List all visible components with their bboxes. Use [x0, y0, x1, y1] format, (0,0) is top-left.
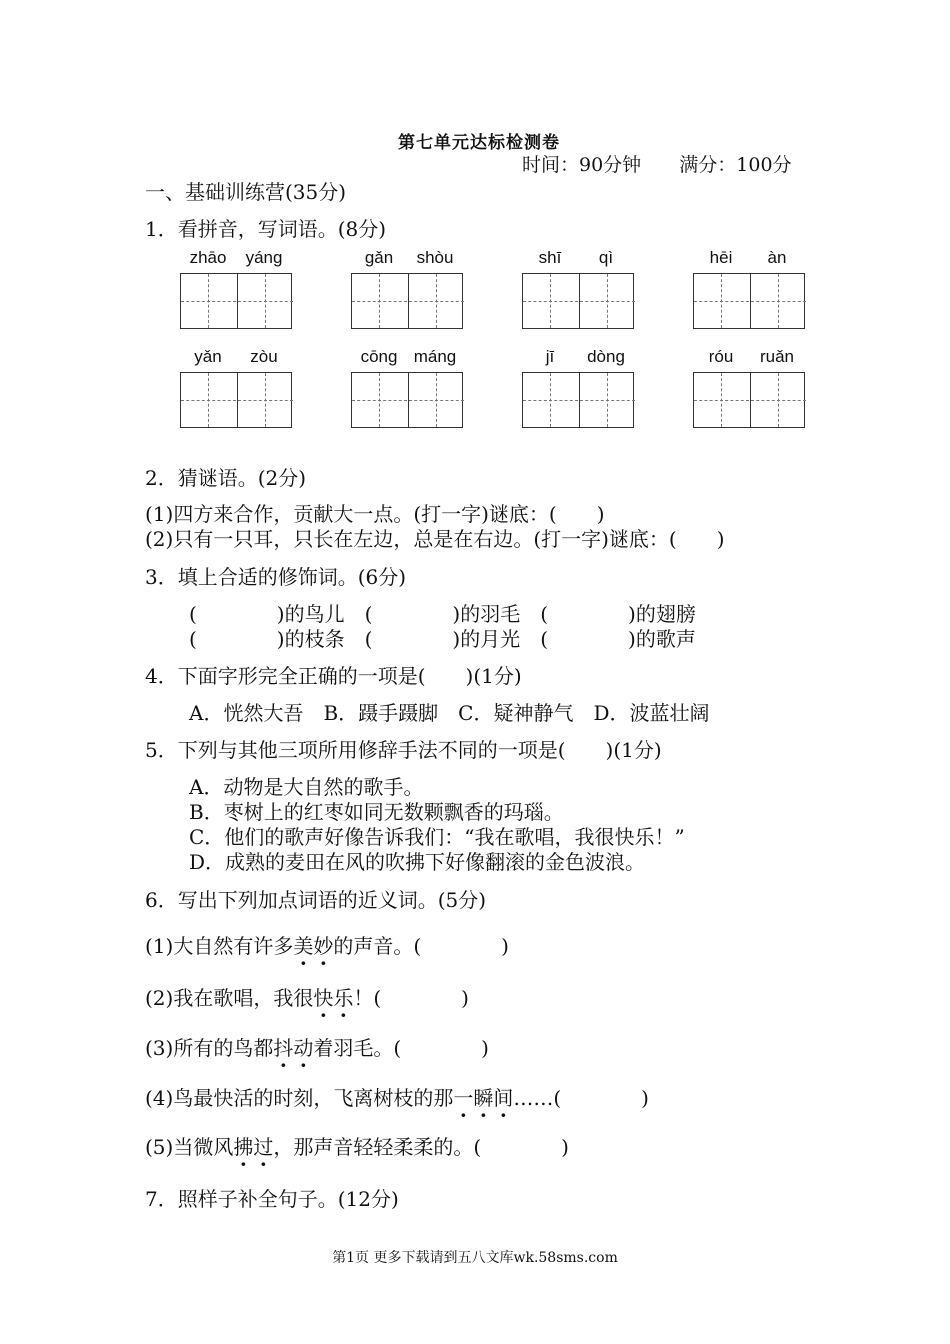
section-heading: 一、基础训练营(35分): [145, 180, 347, 204]
item-text: (5)当微风: [145, 1135, 234, 1159]
q4-options: A．恍然大吾 B．蹑手蹑脚 C．疑神静气 D．波蓝壮阔: [189, 701, 710, 725]
synonym-item: [145, 1082, 649, 1111]
item-text: (3)所有的鸟都: [145, 1036, 274, 1060]
pinyin-syllable: jī: [545, 347, 555, 366]
item-text: 的声音。( ): [333, 934, 509, 958]
grid-guide-horizontal: [181, 400, 236, 401]
grid-guide-horizontal: [580, 400, 635, 401]
pinyin-syllable: yǎn: [194, 347, 222, 366]
writing-grid[interactable]: [351, 372, 463, 428]
writing-cell[interactable]: [694, 373, 749, 427]
emphasized-char: 妙: [313, 934, 334, 958]
writing-cell[interactable]: [237, 274, 293, 328]
q3-title: 3．填上合适的修饰词。(6分): [145, 565, 407, 589]
pinyin-syllable: róu: [708, 347, 734, 366]
item-text: ，那声音轻轻柔柔的。( ): [273, 1135, 569, 1159]
grid-guide-horizontal: [523, 301, 578, 302]
emphasized-char: 过: [253, 1135, 274, 1159]
q2-title: 2．猜谜语。(2分): [145, 466, 307, 490]
pinyin-syllable: zòu: [250, 347, 278, 366]
modifier-line-2: ( )的枝条 ( )的月光 ( )的歌声: [189, 627, 696, 651]
q5-option-d: D．成熟的麦田在风的吹拂下好像翻滚的金色波浪。: [189, 850, 646, 874]
writing-cell[interactable]: [352, 373, 407, 427]
grid-guide-horizontal: [694, 301, 749, 302]
exam-score: 满分：100分: [679, 154, 792, 176]
writing-grid[interactable]: [180, 372, 292, 428]
q5-option-b: B．枣树上的红枣如同无数颗飘香的玛瑙。: [189, 800, 564, 824]
riddle-1: (1)四方来合作，贡献大一点。(打一字)谜底：( ): [145, 502, 605, 526]
pinyin-syllable: yáng: [245, 248, 283, 267]
emphasized-char: 瞬: [473, 1086, 494, 1110]
grid-guide-horizontal: [751, 301, 806, 302]
pinyin-syllable: cōng: [360, 347, 398, 366]
writing-cell[interactable]: [694, 274, 749, 328]
grid-guide-horizontal: [409, 301, 464, 302]
pinyin-syllable: ruǎn: [759, 347, 795, 366]
pinyin-syllable: gǎn: [364, 248, 394, 267]
grid-guide-horizontal: [751, 400, 806, 401]
writing-grid[interactable]: [351, 273, 463, 329]
q7-title: 7．照样子补全句子。(12分): [145, 1187, 399, 1211]
item-text: (4)鸟最快活的时刻，飞离树枝的那: [145, 1086, 454, 1110]
page-footer: 第1页 更多下载请到五八文库wk.58sms.com: [332, 1250, 618, 1266]
writing-cell[interactable]: [750, 373, 806, 427]
writing-cell[interactable]: [181, 274, 236, 328]
item-text: (2)我在歌唱，我很: [145, 986, 314, 1010]
emphasized-char: 抖: [273, 1036, 294, 1060]
synonym-item: [145, 1032, 489, 1061]
riddle-2: (2)只有一只耳，只长在左边，总是在右边。(打一字)谜底：( ): [145, 527, 725, 551]
q5-title: 5．下列与其他三项所用修辞手法不同的一项是( )(1分): [145, 738, 662, 762]
emphasized-char: 拂: [233, 1135, 254, 1159]
grid-guide-horizontal: [409, 400, 464, 401]
pinyin-syllable: shòu: [416, 248, 454, 267]
page-title: 第七单元达标检测卷: [398, 133, 560, 153]
pinyin-syllable: shī: [538, 248, 562, 267]
writing-cell[interactable]: [523, 373, 578, 427]
q5-option-a: A．动物是大自然的歌手。: [189, 775, 424, 799]
item-text: ！( ): [353, 986, 469, 1010]
q5-option-c: C．他们的歌声好像告诉我们：“我在歌唱，我很快乐！”: [189, 825, 685, 849]
item-text: 着羽毛。( ): [313, 1036, 489, 1060]
writing-cell[interactable]: [181, 373, 236, 427]
q4-title: 4．下面字形完全正确的一项是( )(1分): [145, 664, 522, 688]
pinyin-syllable: àn: [767, 248, 787, 267]
modifier-line-1: ( )的鸟儿 ( )的羽毛 ( )的翅膀: [189, 602, 696, 626]
grid-guide-horizontal: [694, 400, 749, 401]
emphasized-char: 间: [493, 1086, 514, 1110]
synonym-item: [145, 982, 469, 1011]
q1-title: 1．看拼音，写词语。(8分): [145, 217, 387, 241]
grid-guide-horizontal: [352, 301, 407, 302]
grid-guide-horizontal: [352, 400, 407, 401]
grid-guide-horizontal: [238, 400, 293, 401]
emphasized-char: 乐: [333, 986, 354, 1010]
grid-guide-horizontal: [181, 301, 236, 302]
pinyin-syllable: qì: [598, 248, 614, 267]
writing-grid[interactable]: [522, 372, 634, 428]
writing-cell[interactable]: [579, 373, 635, 427]
writing-cell[interactable]: [750, 274, 806, 328]
pinyin-syllable: hēi: [709, 248, 733, 267]
writing-cell[interactable]: [352, 274, 407, 328]
item-text: ……( ): [513, 1086, 649, 1110]
pinyin-syllable: dòng: [587, 347, 625, 366]
synonym-item: [145, 930, 509, 959]
emphasized-char: 快: [313, 986, 334, 1010]
emphasized-char: 动: [293, 1036, 314, 1060]
writing-grid[interactable]: [693, 273, 805, 329]
writing-grid[interactable]: [522, 273, 634, 329]
grid-guide-horizontal: [523, 400, 578, 401]
writing-cell[interactable]: [579, 274, 635, 328]
writing-cell[interactable]: [408, 373, 464, 427]
synonym-item: [145, 1131, 569, 1160]
q6-title: 6．写出下列加点词语的近义词。(5分): [145, 888, 487, 912]
writing-cell[interactable]: [237, 373, 293, 427]
pinyin-syllable: zhāo: [189, 248, 227, 267]
grid-guide-horizontal: [238, 301, 293, 302]
writing-grid[interactable]: [180, 273, 292, 329]
exam-meta: [522, 150, 792, 177]
writing-grid[interactable]: [693, 372, 805, 428]
emphasized-char: 美: [293, 934, 314, 958]
item-text: (1)大自然有许多: [145, 934, 294, 958]
pinyin-syllable: máng: [413, 347, 457, 366]
writing-cell[interactable]: [408, 274, 464, 328]
emphasized-char: 一: [453, 1086, 474, 1110]
writing-cell[interactable]: [523, 274, 578, 328]
exam-time: 时间：90分钟: [522, 154, 642, 176]
grid-guide-horizontal: [580, 301, 635, 302]
